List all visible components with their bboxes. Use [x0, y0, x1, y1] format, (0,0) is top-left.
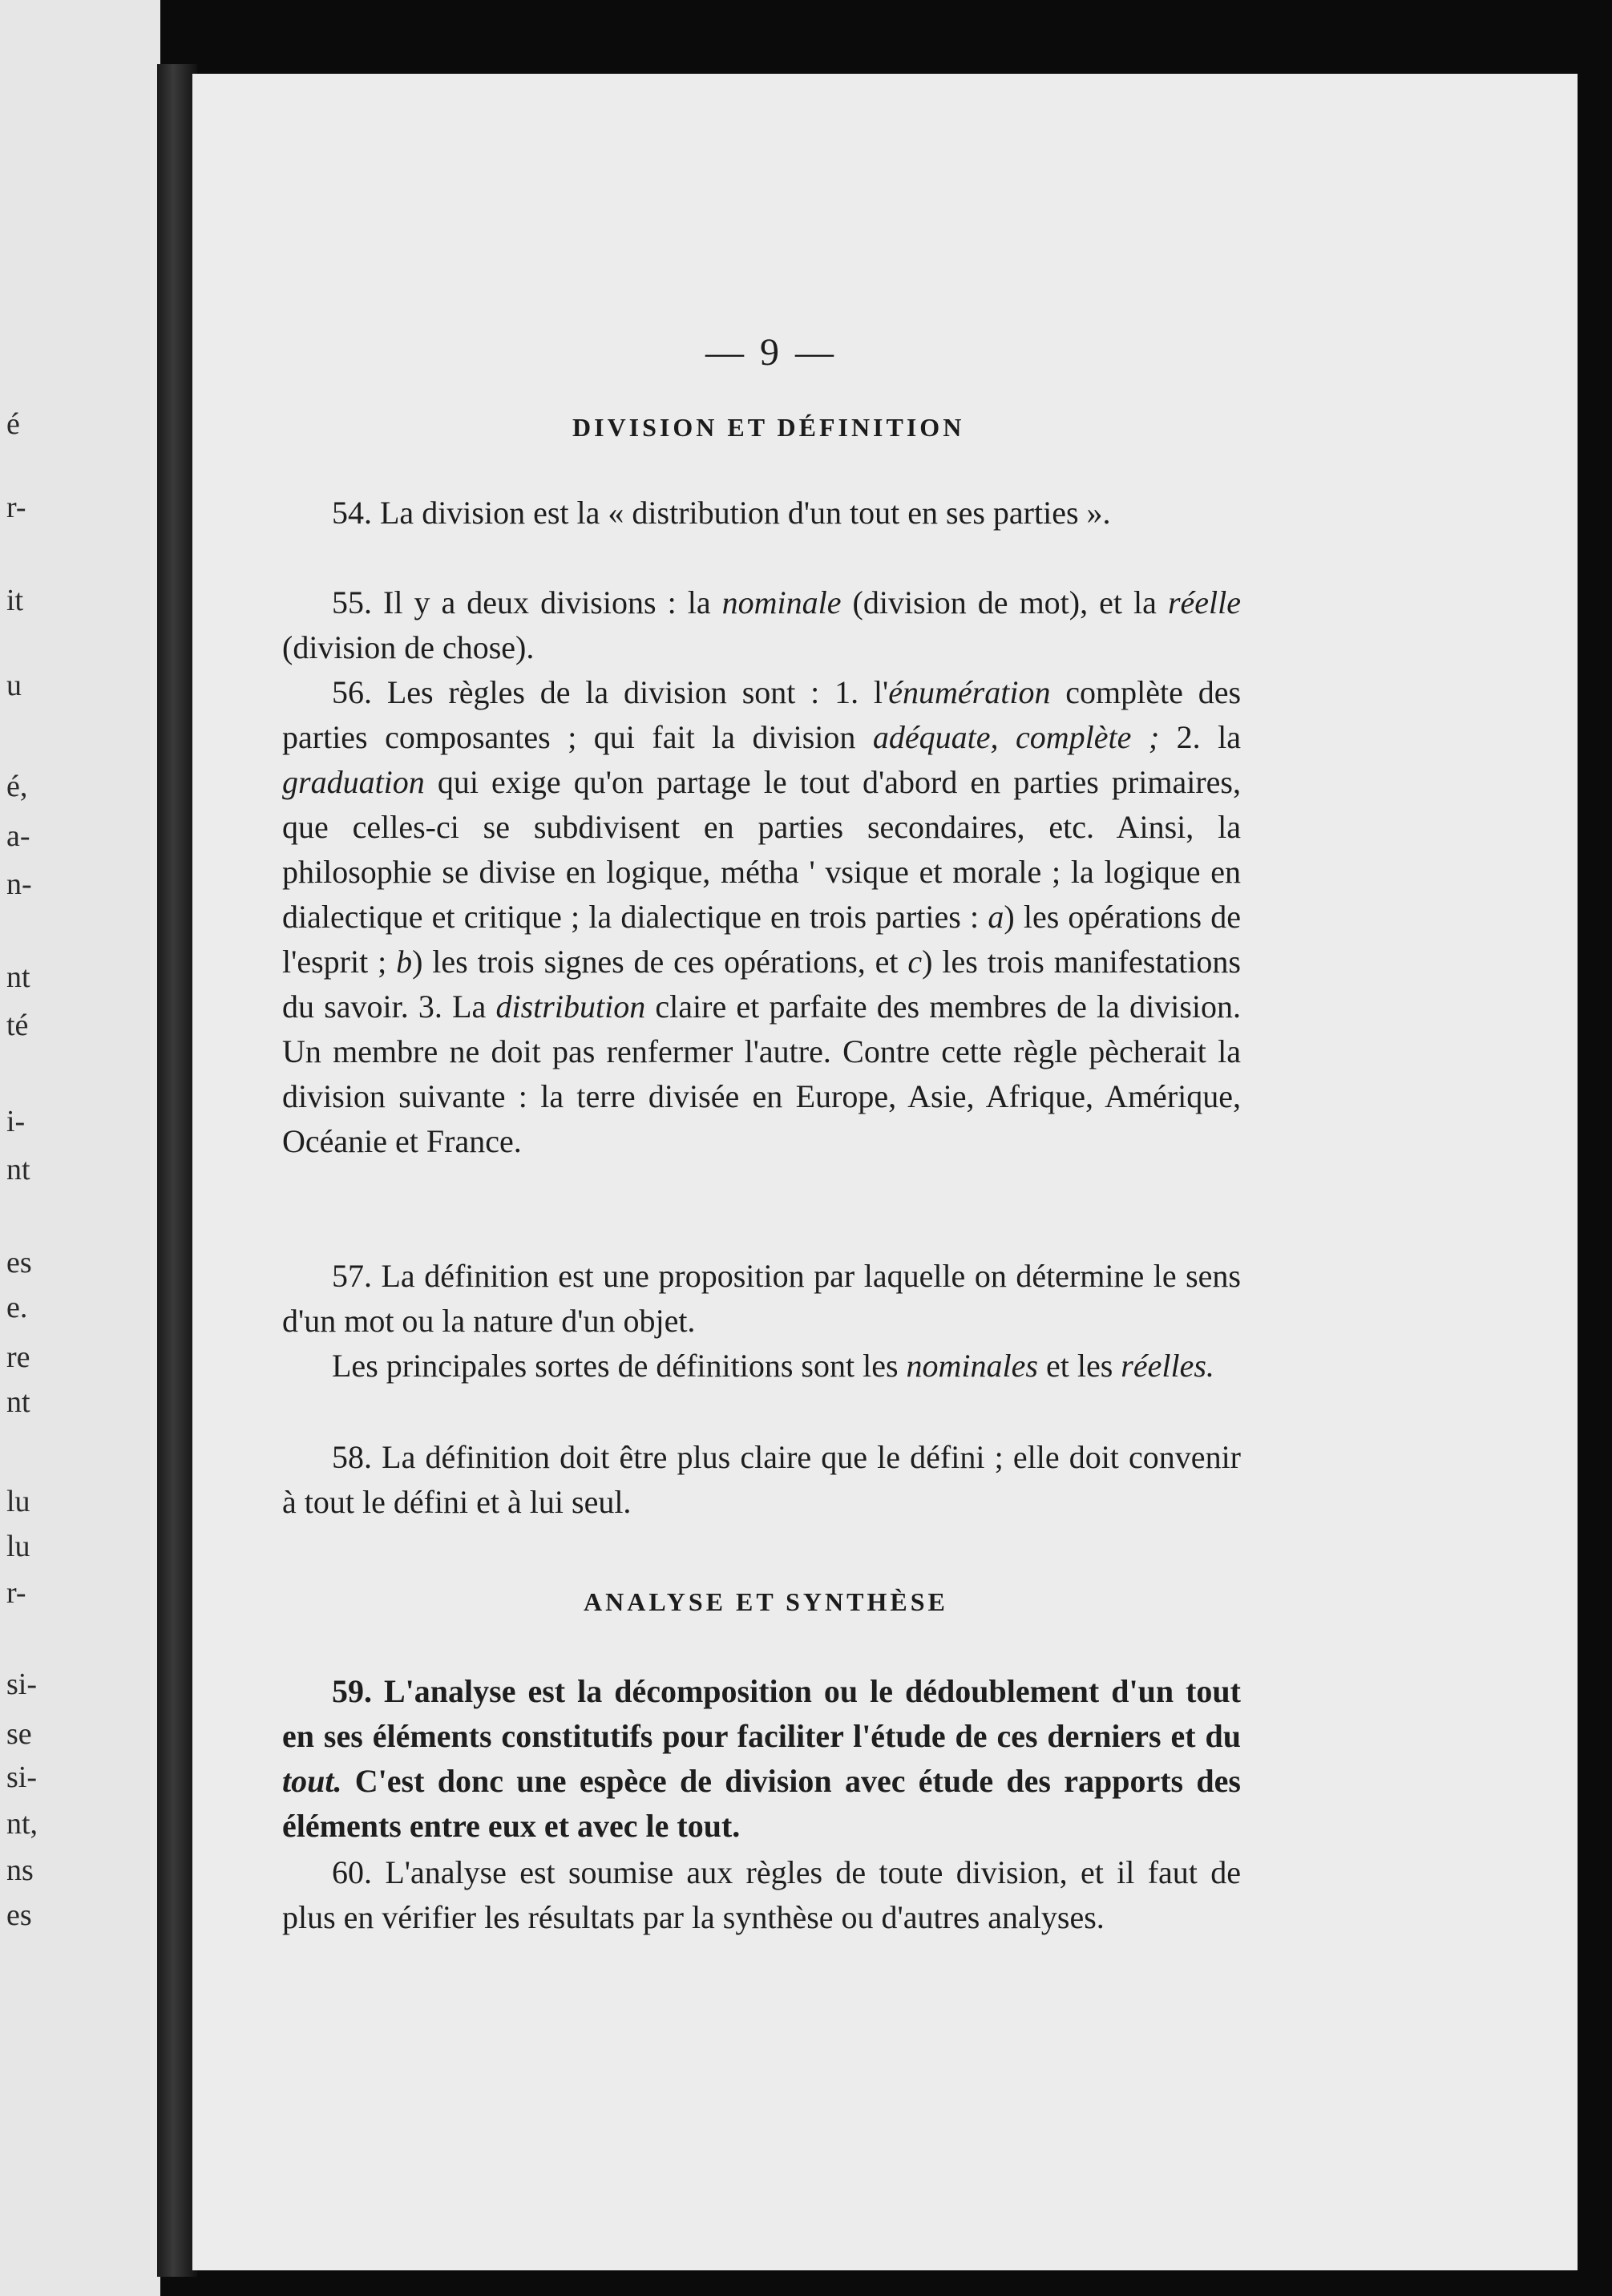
text-run: complète des parties composantes ; qui fait la division: [282, 674, 1242, 755]
left-fragment: a-: [6, 819, 30, 853]
text-run: 56. Les règles de la division sont : 1. l': [332, 674, 889, 710]
italic-term: réelles.: [1121, 1348, 1214, 1384]
left-fragment: it: [6, 584, 24, 617]
text-run: ) les trois manifestations du savoir. 3. La: [282, 944, 1241, 1025]
italic-term: tout.: [282, 1763, 342, 1799]
page-number: — 9 —: [705, 331, 837, 374]
left-fragment: i-: [6, 1105, 26, 1138]
italic-term: énumération: [888, 674, 1051, 710]
text-run: C'est donc une espèce de division avec étude des rapports des éléments entre eux et avec le tout.: [282, 1763, 1241, 1844]
left-fragment: e.: [6, 1291, 28, 1324]
text-run: 2. la: [1159, 719, 1241, 755]
text-run: 55. Il y a deux divisions : la: [332, 584, 722, 620]
left-fragment: r-: [6, 491, 26, 524]
left-fragment: es: [6, 1898, 32, 1932]
paragraph-59: [282, 1669, 1241, 1849]
text-run: (division de mot), et la: [841, 584, 1168, 620]
italic-term: nominales: [906, 1348, 1038, 1384]
left-fragment: nt: [6, 1153, 30, 1186]
book-gutter: [157, 64, 197, 2277]
italic-term: b: [396, 944, 413, 980]
paragraph-58: 58. La définition doit être plus claire que le défini ; elle doit convenir à tout le défini et à lui seul.: [282, 1439, 1241, 1520]
left-fragment: é: [6, 407, 20, 441]
left-fragment: u: [6, 669, 22, 702]
left-fragment: té: [6, 1009, 29, 1042]
left-fragment: se: [6, 1717, 32, 1751]
text-run: 59. L'analyse est la décomposition ou le dédoublement d'un tout en ses éléments constitutifs pour faciliter l'étude de ces derniers et du: [282, 1673, 1241, 1754]
section-heading-division: DIVISION ET DÉFINITION: [572, 413, 965, 442]
text-run: qui exige qu'on partage le tout d'abord en parties primaires, que celles-ci se subdivisent en parties secondaires, etc. Ainsi, la philosophie se divise en logique, métha ' vsique et morale ; la logique en dialectique et critique ; la dialectique en trois parties :: [282, 764, 1241, 935]
paragraph-57-sortes: [282, 1344, 1241, 1389]
text-run: ) les opérations de l'esprit ;: [282, 899, 1241, 980]
left-fragment: é,: [6, 770, 28, 803]
paragraph-57: 57. La définition est une proposition par laquelle on détermine le sens d'un mot ou la nature d'un objet.: [282, 1258, 1241, 1339]
left-page-fragment: [0, 0, 160, 2296]
left-fragment: r-: [6, 1576, 26, 1610]
italic-term: adéquate, complète ;: [872, 719, 1160, 755]
text-run: ) les trois signes de ces opérations, et: [412, 944, 908, 980]
left-fragment: si-: [6, 1667, 37, 1701]
italic-term: distribution: [495, 988, 646, 1025]
text-run: Les principales sortes de définitions sont les: [332, 1348, 907, 1384]
paragraph-56: [282, 670, 1241, 1164]
left-fragment: nt,: [6, 1807, 38, 1841]
italic-term: graduation: [282, 764, 425, 800]
paragraph-60: 60. L'analyse est soumise aux règles de toute division, et il faut de plus en vérifier les résultats par la synthèse ou d'autres analyses.: [282, 1854, 1241, 1935]
paragraph-54: 54. La division est la « distribution d'un tout en ses parties ».: [332, 495, 1111, 531]
left-fragment: n-: [6, 867, 32, 901]
book-page: [192, 74, 1578, 2270]
left-fragment: lu: [6, 1530, 30, 1563]
italic-term: c: [907, 944, 923, 980]
left-fragment: nt: [6, 960, 30, 994]
left-fragment: si-: [6, 1760, 37, 1794]
left-fragment: ns: [6, 1853, 34, 1887]
italic-term: réelle: [1167, 584, 1241, 620]
text-run: et les: [1037, 1348, 1121, 1384]
italic-term: a: [988, 899, 1004, 935]
italic-term: nominale: [721, 584, 842, 620]
left-fragment: re: [6, 1340, 30, 1374]
text-run: (division de chose).: [282, 629, 535, 665]
left-fragment: es: [6, 1246, 32, 1279]
left-fragment: lu: [6, 1485, 30, 1518]
section-heading-analyse: ANALYSE ET SYNTHÈSE: [584, 1587, 948, 1616]
left-fragment: nt: [6, 1385, 30, 1419]
text-run: claire et parfaite des membres de la division. Un membre ne doit pas renfermer l'autre. Contre cette règle pècherait la division suivante : la terre divisée en Europe, Asie, Afrique, Amérique, Océanie et France.: [282, 988, 1241, 1159]
paragraph-55: [282, 580, 1241, 670]
